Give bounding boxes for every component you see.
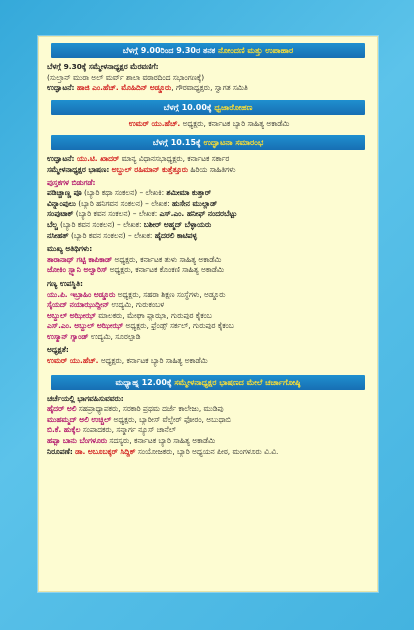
procession-inauguration: [45, 83, 371, 94]
panelist: [45, 415, 371, 426]
books-heading: ಪುಸ್ತಕಗಳ ಬಿಡುಗಡೆ:: [47, 177, 96, 187]
person-role: ಮಾಲಕರು, ಮೇಘಾ ಪ್ಲಾಝಾ, ಗುರುಪುರ ಕೈಕಂಬ: [95, 310, 212, 320]
section-header-inauguration: [51, 135, 365, 150]
person-name: ಜೋಕಿಂ ಸ್ಟ್ಯಾನಿ ಅಲ್ವಾರಿಸ್: [47, 265, 108, 275]
person-name: ಉಮರ್ ಯು.ಹೆಚ್.: [47, 356, 99, 366]
person-name: ಹಫ್ಸಾ ಬಾನು ಬೆಂಗಳೂರು: [47, 436, 108, 446]
label: ಉದ್ಘಾಟನೆ:: [47, 83, 75, 93]
program-sheet: [38, 36, 378, 592]
procession-line: ಬೆಳಗ್ಗೆ 9.30ಕ್ಕೆ ಸಮ್ಮೇಳನಾಧ್ಯಕ್ಷರ ಮೆರವಣಿಗೆ:: [47, 62, 159, 71]
section-time: ಬೆಳಗ್ಗೆ 9.00ರಿಂದ 9.30ರ ತನಕ: [122, 46, 216, 55]
person-name: ಡಾ. ಅಬೂಬಕ್ಕರ್ ಸಿದ್ದಿಕ್: [75, 446, 136, 456]
person-name: ಉಮರ್ ಯು.ಹೆಚ್.: [128, 118, 181, 128]
section-time: ಮಧ್ಯಾಹ್ನ 12.00ಕ್ಕೆ: [115, 377, 172, 387]
person-name: ಉಸ್ಮಾನ್ ಗ್ಯಾಂಡ್: [47, 331, 89, 341]
book-title: ಪಡಿಚ್ಚಾಣ್ಣ ಪೂ: [47, 188, 82, 198]
dignitary: [45, 311, 371, 322]
person-role: ಸಹಪ್ರಾಧ್ಯಾಪಕರು, ಸರಕಾರಿ ಪ್ರಥಮ ದರ್ಜೆ ಕಾಲೇಜು, ಮುಡಿಪು: [76, 404, 224, 414]
panelist: [45, 436, 371, 447]
book-author: ಶಮೀಮಾ ಕುತ್ತಾರ್: [166, 188, 212, 198]
book-item: [45, 231, 371, 242]
person-role: ಸಂಯೋಜಕರು, ಬ್ಯಾರಿ ಅಧ್ಯಯನ ಪೀಠ, ಮಂಗಳೂರು ವಿ.ವಿ.: [135, 446, 279, 456]
person-name: ಹೈದರ್ ಅಲಿ: [47, 404, 77, 414]
chief-guest: [45, 255, 371, 266]
label: ಉದ್ಘಾಟನೆ:: [47, 154, 75, 164]
person-role: ಉದ್ಯಮಿ, ಸೂರಲ್ಪಾಡಿ: [88, 331, 141, 341]
book-author: ಎಸ್.ಎಂ. ಹನೀಫ್ ನಂದರಬೆಟ್ಟು: [159, 209, 238, 219]
book-author: ಹೈದರಲಿ ಕಾಟಿಪಳ್ಳ: [154, 230, 197, 240]
section-time: ಬೆಳಗ್ಗೆ 10.15ಕ್ಕೆ: [152, 138, 201, 148]
person-name: ಯು.ಪಿ. ಇಬ್ರಾಹಿಂ ಅಡ್ಡೂರು: [47, 289, 116, 299]
person-role: ಅಧ್ಯಕ್ಷರು, ಸಹರಾ ಶಿಕ್ಷಣ ಸಂಸ್ಥೆಗಳು, ಅಡ್ಡೂರು: [115, 289, 226, 299]
book-item: [45, 220, 371, 231]
book-item: [45, 199, 371, 210]
person-role: ಅಧ್ಯಕ್ಷರು, ಫ್ರೆಂಡ್ಸ್ ಸರ್ಕಲ್, ಗುರುಪುರ ಕೈಕಂಬ: [123, 321, 234, 331]
book-kind: (ಬ್ಯಾರಿ ಕವನ ಸಂಕಲನ) – ಲೇಖಕ:: [68, 230, 155, 240]
person-role: ಸದಸ್ಯರು, ಕರ್ನಾಟಕ ಬ್ಯಾರಿ ಸಾಹಿತ್ಯ ಅಕಾಡೆಮಿ: [107, 436, 216, 446]
person-role: , ಗೌರವಾಧ್ಯಕ್ಷರು, ಸ್ವಾಗತ ಸಮಿತಿ: [171, 83, 248, 93]
dignitary: [45, 300, 371, 311]
procession-route: (ಸುಲ್ತಾನ್ ಮುರಾ ಅಲ್ ಮರ್ವ್ ಶಾಲಾ ವಠಾರದಿಂದ ಸಭಾಂಗಣಕ್ಕೆ): [47, 72, 205, 82]
anchor-line: [45, 447, 371, 458]
inaugurator-line: [45, 154, 371, 165]
person-role: ಅಧ್ಯಕ್ಷರು, ಕರ್ನಾಟಕ ಬ್ಯಾರಿ ಸಾಹಿತ್ಯ ಅಕಾಡೆಮಿ: [180, 118, 290, 128]
section-title: ನೋಂದಣಿ ಮತ್ತು ಉಪಾಹಾರ: [218, 46, 294, 55]
chair-person: [45, 356, 371, 367]
book-title: ವಿನ್ನಾಂಪುಲು: [47, 198, 76, 208]
label: ನಿರೂಪಣೆ:: [47, 446, 73, 456]
book-item: [45, 188, 371, 199]
chief-guests-heading: ಮುಖ್ಯ ಅತಿಥಿಗಳು:: [47, 244, 93, 254]
person-name: ತಾರಾನಾಥ್ ಗಟ್ಟಿ ಕಾಪಿಕಾಡ್: [47, 254, 113, 264]
section-time: ಬೆಳಗ್ಗೆ 10.00ಕ್ಕೆ: [163, 102, 212, 112]
person-role: ಅಧ್ಯಕ್ಷರು, ಕರ್ನಾಟಕ ಕೊಂಕಣಿ ಸಾಹಿತ್ಯ ಅಕಾಡೆಮಿ: [107, 265, 224, 275]
book-kind: (ಬ್ಯಾರಿ ಹನಿಗವನ ಸಂಕಲನ) – ಲೇಖಕ:: [75, 198, 172, 208]
label: ಸಮ್ಮೇಳನಾಧ್ಯಕ್ಷರ ಭಾಷಣ:: [47, 164, 110, 174]
person-role: ಅಧ್ಯಕ್ಷರು, ಕರ್ನಾಟಕ ಬ್ಯಾರಿ ಸಾಹಿತ್ಯ ಅಕಾಡೆಮಿ: [98, 356, 208, 366]
person-name: ಬಿ.ಕೆ. ಹುಕ್ಕೆಲ: [47, 425, 81, 435]
section-header-discussion: [51, 375, 365, 390]
person-name: ಮುಹಮ್ಮದ್ ಅಲಿ ಉಚ್ಚಿಲ್: [47, 414, 112, 424]
person-role: ಮಾನ್ಯ ವಿಧಾನಸಭಾಧ್ಯಕ್ಷರು, ಕರ್ನಾಟಕ ಸರ್ಕಾರ: [119, 154, 230, 164]
book-title: ಬೆಲ್ಚ: [47, 219, 58, 229]
dignitary: [45, 290, 371, 301]
section-header-registration: [51, 43, 365, 58]
book-kind: (ಬ್ಯಾರಿ ಕಥಾ ಸಂಕಲನ) – ಲೇಖಕಿ:: [81, 188, 167, 198]
book-kind: (ಬ್ಯಾರಿ ಕವನ ಸಂಕಲನ) – ಲೇಖಕ:: [73, 209, 160, 219]
dignitary: [45, 321, 371, 332]
book-title: ನಸೀಹತ್: [47, 230, 69, 240]
person-name: ಅಬ್ದುಲ್ ಅಝೀಝ್: [47, 310, 96, 320]
person-role: ಅಧ್ಯಕ್ಷರು, ಬ್ಯಾರೀಸ್ ವೆಲ್ಫೇರ್ ಫೋರಂ, ಅಬುಧಾಬಿ: [111, 414, 231, 424]
person-role: ಅಧ್ಯಕ್ಷರು, ಕರ್ನಾಟಕ ತುಳು ಸಾಹಿತ್ಯ ಅಕಾಡೆಮಿ: [112, 254, 222, 264]
book-author: ಬಶೀರ್ ಅಹ್ಮದ್ ಬೆಳ್ಳಾಯರು: [143, 219, 212, 229]
flag-hoisting-person: [45, 119, 371, 130]
chair-heading: ಅಧ್ಯಕ್ಷತೆ:: [47, 345, 69, 355]
person-role: ಉದ್ಯಮಿ, ಗುರುಕಂಬಳ: [109, 300, 165, 310]
person-name: ಯು.ಟಿ. ಖಾದರ್: [76, 154, 120, 164]
panelist: [45, 404, 371, 415]
person-name: ಹಾಜಿ ಎಂ.ಹೆಚ್. ಮೊಹಿದಿನ್ ಅಡ್ಡೂರು: [76, 83, 172, 93]
person-role: ಹಿರಿಯ ಸಾಹಿತಿಗಳು: [188, 164, 236, 174]
book-author: ಹುಸೇನ ಮುಲ್ಲಾಡ್: [171, 198, 218, 208]
chief-guest: [45, 265, 371, 276]
section-title: ಉದ್ಘಾಟನಾ ಸಮಾರಂಭ: [203, 138, 264, 148]
person-name: ಸೈಯದ್ ನಯಾಝುದ್ದೀನ್: [47, 300, 110, 310]
dignitaries-heading: ಗಣ್ಯ ಉಪಸ್ಥಿತಿ:: [47, 278, 83, 288]
section-header-flag-hoisting: [51, 100, 365, 115]
person-name: ಎಸ್.ಎಂ. ಅಬ್ದುಲ್ ಅಝೀಝ್: [47, 321, 124, 331]
person-role: ಸಂಪಾದಕರು, ಸನ್ಮಾರ್ಗ ನ್ಯೂಸ್ ಚಾನೆಲ್: [80, 425, 176, 435]
book-kind: (ಬ್ಯಾರಿ ಕವನ ಸಂಕಲನ) – ಲೇಖಕ:: [57, 219, 144, 229]
book-title: ಸಂಪುಟಾಕ್: [47, 209, 74, 219]
president-speech-line: [45, 165, 371, 176]
section-title: ಸಮ್ಮೇಳನಾಧ್ಯಕ್ಷರ ಭಾಷಣದ ಮೇಲೆ ಚರ್ಚಾಗೋಷ್ಠಿ: [174, 377, 301, 387]
panelists-heading: ಚರ್ಚೆಯಲ್ಲಿ ಭಾಗವಹಿಸುವವರು:: [47, 393, 124, 403]
panelist: [45, 425, 371, 436]
person-name: ಅಬ್ದುಲ್ ರಹಿಮಾನ್ ಕುತ್ತೆತ್ತೂರು: [111, 164, 189, 174]
book-item: [45, 209, 371, 220]
section-title: ಧ್ವಜಾರೋಹಣ: [214, 102, 253, 112]
dignitary: [45, 332, 371, 343]
